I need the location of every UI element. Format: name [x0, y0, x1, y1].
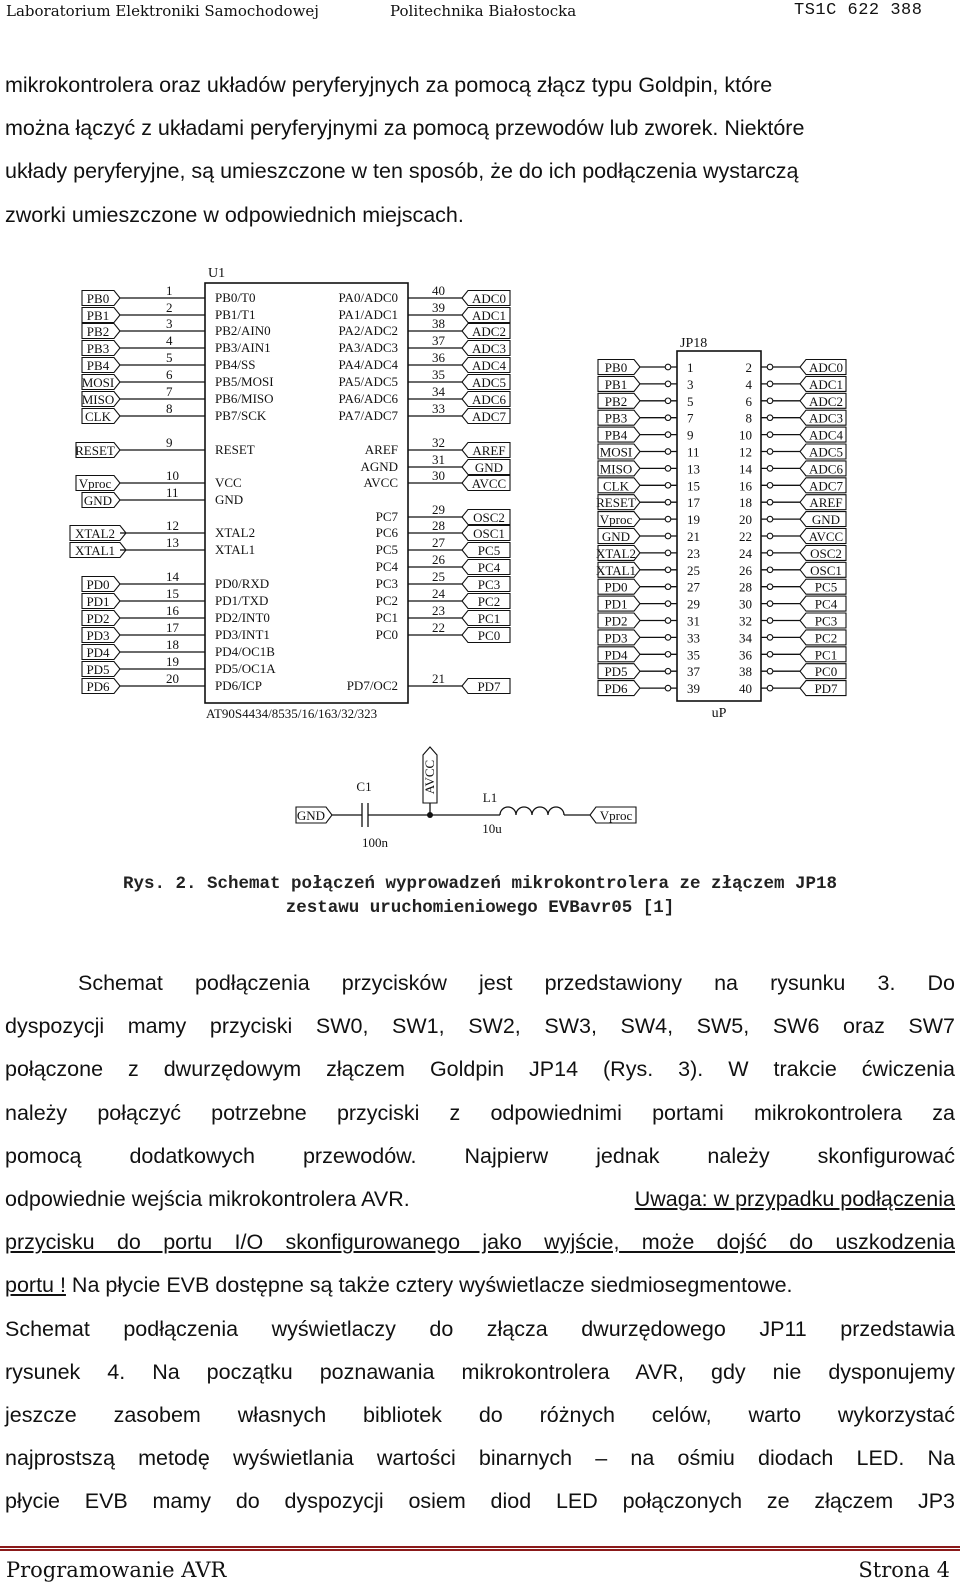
net-label: PD3	[86, 628, 110, 643]
body-line: Schemat podłączenia wyświetlaczy do złącza dwurzędowego JP11 przedstawia	[5, 1316, 955, 1341]
net-label: Vproc	[599, 512, 633, 528]
net-label: MOSI	[81, 375, 115, 390]
connector-terminal	[665, 668, 671, 674]
pin-name: PB0/T0	[215, 290, 256, 305]
connector-terminal	[767, 635, 773, 641]
net-label: PB2	[604, 393, 628, 409]
body-line	[5, 1178, 955, 1221]
pin-name: PC4	[375, 559, 398, 574]
net-label: ADC0	[472, 291, 506, 306]
body-line: pomocą dodatkowych przewodów. Najpierw jednak należy skonfigurować	[5, 1143, 955, 1168]
pin-number: 24	[432, 586, 445, 601]
pin-name: PD1/TXD	[215, 593, 269, 608]
connector-terminal	[767, 483, 773, 489]
net-label: PD3	[604, 630, 628, 646]
body-line: należy połączyć potrzebne przyciski z odpowiednimi portami mikrokontrolera za	[5, 1100, 955, 1125]
pin-number: 29	[687, 596, 700, 612]
connector-terminal	[767, 415, 773, 421]
pin-number: 11	[166, 485, 179, 500]
net-label: ADC4	[472, 358, 506, 373]
net-label: PC3	[477, 577, 501, 592]
pin-number: 34	[739, 630, 752, 646]
pin-number: 15	[687, 478, 700, 494]
connector-terminal	[767, 466, 773, 472]
connector-terminal	[767, 499, 773, 505]
net-label: XTAL1	[74, 543, 116, 558]
net-label: CLK	[603, 478, 629, 494]
body-text: odpowiednie wejścia mikrokontrolera AVR.	[5, 1187, 410, 1212]
capacitor-ref: C1	[356, 779, 372, 794]
net-label: XTAL1	[595, 562, 637, 578]
net-label: PD7	[477, 679, 501, 694]
pin-name: RESET	[215, 442, 255, 457]
chip-ref: U1	[208, 266, 226, 281]
pin-name: PB4/SS	[215, 357, 256, 372]
warning-text: Uwaga: w przypadku podłączenia	[634, 1187, 955, 1212]
connector-terminal	[665, 685, 671, 691]
pin-number: 27	[687, 579, 700, 595]
connector-terminal	[665, 652, 671, 658]
page-header	[0, 0, 960, 28]
pin-name: PD2/INT0	[215, 610, 270, 625]
footer-rule	[0, 1546, 960, 1551]
body-line: Schemat podłączenia przycisków jest przedstawiony na rysunku 3. Do	[78, 971, 955, 995]
intro-line: można łączyć z układami peryferyjnymi za pomocą przewodów lub zworek. Niektóre	[5, 116, 805, 141]
pin-number: 20	[166, 671, 179, 686]
intro-paragraph	[5, 64, 955, 237]
connector-terminal	[767, 364, 773, 370]
connector-terminal	[767, 618, 773, 624]
pin-name: PA1/ADC1	[338, 307, 398, 322]
pin-name: PA0/ADC0	[338, 290, 398, 305]
net-label: PC2	[477, 594, 501, 609]
net-label: PC4	[814, 596, 838, 612]
connector-terminal	[767, 381, 773, 387]
net-label: ADC1	[809, 376, 843, 392]
pin-number: 2	[745, 360, 752, 375]
net-label: GND	[83, 493, 113, 508]
pin-number: 31	[432, 452, 445, 467]
net-label: PD6	[604, 681, 628, 697]
connector-terminal	[767, 652, 773, 658]
connector-terminal	[665, 449, 671, 455]
pin-number: 5	[166, 350, 173, 365]
net-label: Vproc	[78, 476, 112, 491]
net-label: XTAL2	[74, 526, 116, 541]
connector-terminal	[665, 516, 671, 522]
net-label: OSC2	[473, 510, 505, 525]
body-line: rysunek 4. Na początku poznawania mikrokontrolera AVR, gdy nie dysponujemy	[5, 1359, 955, 1384]
pin-number: 12	[166, 518, 179, 533]
pin-number: 39	[432, 300, 445, 315]
body-line: dyspozycji mamy przyciski SW0, SW1, SW2, SW3, SW4, SW5, SW6 oraz SW7	[5, 1014, 955, 1039]
net-label: PD2	[604, 613, 628, 629]
net-label: AREF	[809, 495, 843, 511]
net-label: MOSI	[599, 444, 633, 460]
pin-number: 33	[432, 401, 445, 416]
net-label: RESET	[75, 443, 115, 458]
pin-number: 17	[687, 495, 700, 511]
pin-name: PC5	[375, 542, 398, 557]
pin-number: 6	[166, 367, 173, 382]
pin-name: VCC	[215, 475, 242, 490]
net-label: ADC5	[809, 444, 843, 460]
net-label: XTAL2	[595, 545, 637, 561]
pin-number: 18	[166, 637, 179, 652]
pin-number: 37	[432, 333, 445, 348]
net-label: PD6	[86, 679, 110, 694]
chip-part-number: AT90S4434/8535/16/163/32/323	[206, 706, 378, 721]
pin-number: 32	[739, 613, 752, 629]
caption-line: Rys. 2. Schemat połączeń wyprowadzeń mikrokontrolera ze złączem JP18	[122, 874, 838, 894]
pin-number: 22	[432, 620, 445, 635]
pin-number: 17	[166, 620, 179, 635]
pin-number: 32	[432, 435, 445, 450]
pin-number: 27	[432, 535, 445, 550]
net-label: PB3	[604, 410, 628, 426]
pin-name: PA7/ADC7	[338, 408, 398, 423]
pin-number: 13	[166, 535, 179, 550]
pin-number: 9	[687, 427, 694, 443]
net-label: PD5	[86, 662, 110, 677]
net-label: ADC4	[809, 427, 843, 443]
net-label: PC1	[477, 611, 501, 626]
net-label: PD7	[814, 681, 838, 697]
inductor-coil	[500, 807, 564, 815]
pin-number: 8	[745, 410, 752, 426]
pin-number: 28	[432, 518, 445, 533]
connector-terminal	[767, 685, 773, 691]
pin-number: 2	[166, 300, 173, 315]
pin-name: PC1	[375, 610, 398, 625]
connector-ref: JP18	[680, 336, 708, 351]
pin-number: 26	[432, 552, 445, 567]
connector-terminal	[665, 550, 671, 556]
pin-number: 14	[739, 461, 752, 477]
net-label: PC5	[477, 543, 501, 558]
body-paragraph	[5, 962, 955, 1524]
capacitor-value: 100n	[362, 835, 388, 850]
pin-number: 19	[687, 512, 700, 528]
caption-line: zestawu uruchomieniowego EVBavr05 [1]	[285, 898, 675, 918]
footer-page-number: Strona 4	[858, 1558, 950, 1582]
pin-name: PC6	[375, 525, 398, 540]
connector-terminal	[665, 364, 671, 370]
pin-name: PB7/SCK	[215, 408, 267, 423]
body-line	[5, 1264, 955, 1307]
pin-number: 15	[166, 586, 179, 601]
pin-name: PA6/ADC6	[338, 391, 398, 406]
pin-number: 10	[739, 427, 752, 443]
net-label: MISO	[599, 461, 633, 477]
net-label: ADC0	[809, 360, 843, 375]
net-label: AVCC	[808, 529, 844, 544]
pin-number: 5	[687, 393, 694, 409]
pin-number: 16	[166, 603, 179, 618]
header-university: Politechnika Białostocka	[390, 2, 577, 20]
pin-name: AGND	[360, 459, 398, 474]
pin-number: 4	[745, 376, 752, 392]
pin-number: 18	[739, 495, 752, 511]
net-label: PD0	[86, 577, 110, 592]
connector-terminal	[767, 533, 773, 539]
pin-name: PD5/OC1A	[215, 661, 276, 676]
pin-number: 40	[739, 681, 752, 697]
pin-name: PD0/RXD	[215, 576, 270, 591]
pin-name: PB6/MISO	[215, 391, 274, 406]
pin-number: 40	[432, 283, 445, 298]
pin-number: 13	[687, 461, 700, 477]
pin-number: 6	[745, 393, 752, 409]
pin-number: 34	[432, 384, 445, 399]
pin-name: PA2/ADC2	[338, 323, 398, 338]
net-label: ADC7	[809, 478, 843, 494]
pin-number: 21	[432, 671, 445, 686]
pin-number: 1	[166, 283, 173, 298]
gnd-label: GND	[296, 808, 326, 823]
net-label: ADC1	[472, 308, 506, 323]
pin-number: 31	[687, 613, 700, 629]
pin-name: XTAL1	[215, 542, 256, 557]
net-label: PD4	[604, 647, 628, 663]
net-label: PB0	[604, 360, 628, 375]
net-label: GND	[811, 512, 841, 528]
pin-number: 24	[739, 545, 752, 561]
pin-number: 38	[739, 664, 752, 680]
body-line: najprostszą metodę wyświetlania wartości binarnych – na ośmiu diodach LED. Na	[5, 1446, 955, 1471]
net-label: PC4	[477, 560, 501, 575]
net-label: OSC2	[810, 545, 842, 561]
pin-number: 39	[687, 681, 700, 697]
pin-number: 38	[432, 316, 445, 331]
connector-terminal	[665, 584, 671, 590]
net-label: OSC1	[810, 562, 842, 578]
net-label: ADC7	[472, 409, 506, 424]
pin-number: 7	[687, 410, 694, 426]
body-line: płycie EVB mamy do dyspozycji osiem diod LED połączonych ze złączem JP3	[5, 1489, 955, 1514]
pin-number: 20	[739, 512, 752, 528]
inductor-value: 10u	[482, 821, 502, 836]
net-label: PB1	[604, 376, 628, 392]
net-label: PB3	[86, 341, 110, 356]
pin-number: 4	[166, 333, 173, 348]
connector-terminal	[767, 668, 773, 674]
connector-terminal	[767, 449, 773, 455]
pin-name: PD3/INT1	[215, 627, 270, 642]
footer-document-title: Programowanie AVR	[6, 1558, 227, 1582]
pin-number: 33	[687, 630, 700, 646]
warning-text: portu !	[5, 1273, 66, 1298]
pin-number: 10	[166, 468, 179, 483]
pin-name: PD7/OC2	[346, 678, 398, 693]
net-label: ADC2	[809, 393, 843, 409]
schematic-figure	[0, 255, 960, 855]
warning-text: przycisku do portu I/O skonfigurowanego jako wyjście, może dojść do uszkodzenia	[5, 1230, 955, 1255]
net-label: ADC2	[472, 324, 506, 339]
connector-terminal	[767, 550, 773, 556]
pin-name: PC3	[375, 576, 398, 591]
avcc-label: AVCC	[422, 759, 437, 795]
pin-name: PA3/ADC3	[338, 340, 398, 355]
net-label: PD0	[604, 579, 628, 595]
net-label: MISO	[81, 392, 115, 407]
pin-number: 23	[687, 545, 700, 561]
connector-terminal	[665, 415, 671, 421]
connector-terminal	[665, 567, 671, 573]
connector-terminal	[767, 432, 773, 438]
net-label: ADC3	[809, 410, 843, 426]
net-label: CLK	[85, 409, 111, 424]
net-label: GND	[601, 529, 631, 544]
pin-number: 7	[166, 384, 173, 399]
pin-name: PD6/ICP	[215, 678, 262, 693]
pin-number: 35	[432, 367, 445, 382]
net-label: PC0	[477, 628, 501, 643]
net-label: ADC3	[472, 341, 506, 356]
pin-name: AREF	[364, 442, 398, 457]
intro-line: zworki umieszczone w odpowiednich miejscach.	[5, 202, 464, 227]
pin-number: 28	[739, 579, 752, 595]
intro-line: mikrokontrolera oraz układów peryferyjnych za pomocą złącz typu Goldpin, które	[5, 73, 773, 97]
net-label: OSC1	[473, 526, 505, 541]
net-label: PB1	[86, 308, 110, 323]
net-label: PB0	[86, 291, 110, 306]
inductor-ref: L1	[482, 790, 498, 805]
pin-number: 25	[687, 562, 700, 578]
pin-number: 3	[687, 376, 694, 392]
pin-number: 11	[687, 444, 700, 460]
pin-number: 26	[739, 562, 752, 578]
pin-name: PC7	[375, 509, 398, 524]
net-label: PD1	[86, 594, 110, 609]
connector-label: uP	[711, 706, 727, 721]
pin-number: 14	[166, 569, 179, 584]
connector-terminal	[665, 381, 671, 387]
pin-number: 36	[432, 350, 445, 365]
net-label: AVCC	[471, 476, 507, 491]
connector-terminal	[767, 567, 773, 573]
net-label: PD1	[604, 596, 628, 612]
net-label: PC2	[814, 630, 838, 646]
net-label: PB2	[86, 324, 110, 339]
pin-number: 12	[739, 444, 752, 460]
connector-terminal	[665, 398, 671, 404]
vproc-label: Vproc	[599, 808, 633, 823]
connector-terminal	[665, 432, 671, 438]
connector-terminal	[665, 601, 671, 607]
pin-name: PB3/AIN1	[215, 340, 271, 355]
pin-name: XTAL2	[215, 525, 256, 540]
pin-number: 37	[687, 664, 700, 680]
pin-number: 1	[687, 360, 694, 375]
net-label: PD2	[86, 611, 110, 626]
pin-number: 3	[166, 316, 173, 331]
pin-number: 19	[166, 654, 179, 669]
pin-number: 9	[166, 435, 173, 450]
connector-terminal	[665, 466, 671, 472]
net-label: PB4	[604, 427, 628, 443]
connector-terminal	[767, 601, 773, 607]
net-label: PD5	[604, 664, 628, 680]
pin-name: AVCC	[363, 475, 398, 490]
net-label: RESET	[596, 495, 636, 511]
net-label: ADC6	[472, 392, 506, 407]
net-label: PC5	[814, 579, 838, 595]
connector-terminal	[767, 516, 773, 522]
pin-name: PC0	[375, 627, 398, 642]
pin-name: PA4/ADC4	[338, 357, 398, 372]
pin-name: PA5/ADC5	[338, 374, 398, 389]
body-line: połączone z dwurzędowym złączem Goldpin JP14 (Rys. 3). W trakcie ćwiczenia	[5, 1057, 955, 1082]
pin-name: PC2	[375, 593, 398, 608]
pin-name: PB2/AIN0	[215, 323, 271, 338]
body-line: jeszcze zasobem własnych bibliotek do różnych celów, warto wykorzystać	[5, 1403, 955, 1428]
connector-terminal	[665, 618, 671, 624]
net-label: PC0	[814, 664, 838, 680]
body-text: Na płycie EVB dostępne są także cztery wyświetlacze siedmiosegmentowe.	[65, 1273, 793, 1298]
pin-name: PB1/T1	[215, 307, 256, 322]
connector-terminal	[665, 483, 671, 489]
header-course-code: TS1C 622 388	[794, 1, 923, 20]
pin-number: 35	[687, 647, 700, 663]
pin-name: GND	[215, 492, 244, 507]
connector-terminal	[665, 635, 671, 641]
net-label: AREF	[472, 443, 506, 458]
pin-number: 36	[739, 647, 752, 663]
pin-number: 21	[687, 529, 700, 544]
pin-number: 8	[166, 401, 173, 416]
pin-number: 23	[432, 603, 445, 618]
header-lab-name: Laboratorium Elektroniki Samochodowej	[6, 2, 319, 20]
connector-terminal	[767, 398, 773, 404]
connector-terminal	[665, 533, 671, 539]
pin-number: 29	[432, 502, 445, 517]
pin-number: 25	[432, 569, 445, 584]
connector-terminal	[767, 584, 773, 590]
pin-number: 30	[432, 468, 445, 483]
pin-number: 22	[739, 529, 752, 544]
net-label: ADC6	[809, 461, 843, 477]
net-label: GND	[474, 460, 504, 475]
pin-number: 30	[739, 596, 752, 612]
net-label: PC3	[814, 613, 838, 629]
intro-line: układy peryferyjne, są umieszczone w ten sposób, że do ich podłączenia wystarczą	[5, 159, 799, 184]
pin-name: PB5/MOSI	[215, 374, 274, 389]
pin-name: PD4/OC1B	[215, 644, 275, 659]
pin-number: 16	[739, 478, 752, 494]
figure-caption	[0, 872, 960, 920]
net-label: ADC5	[472, 375, 506, 390]
net-label: PC1	[814, 647, 838, 663]
connector-terminal	[665, 499, 671, 505]
net-label: PB4	[86, 358, 110, 373]
net-label: PD4	[86, 645, 110, 660]
